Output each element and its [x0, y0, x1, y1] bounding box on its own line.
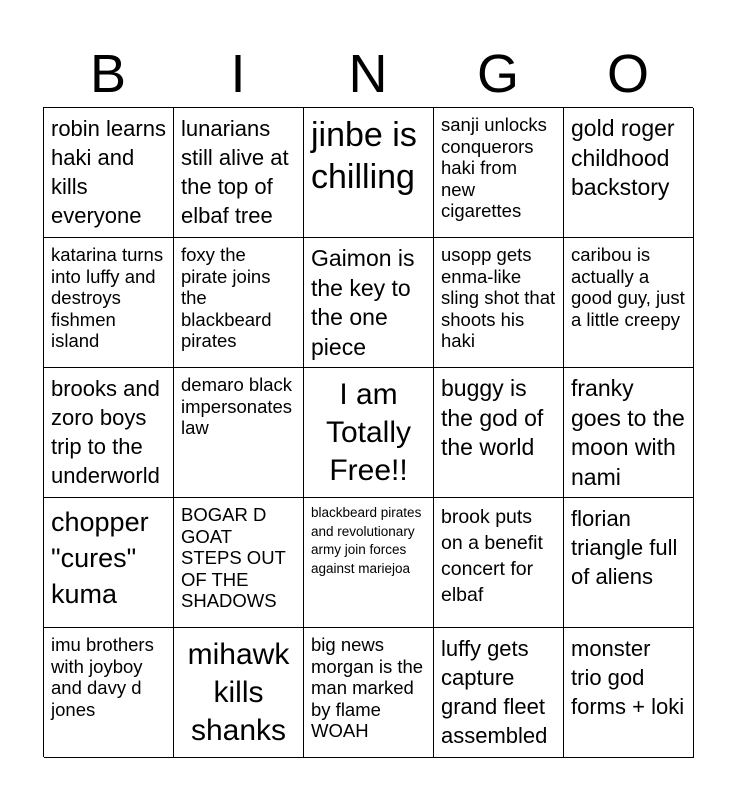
header-letter-b: B [89, 44, 127, 104]
bingo-cell-r3c4[interactable] [434, 368, 564, 498]
bingo-cell-r3c1[interactable] [44, 368, 174, 498]
bingo-cell-r4c4[interactable] [434, 498, 564, 628]
bingo-cell-r5c3[interactable] [304, 628, 434, 758]
cell-text: katarina turns into luffy and destroys fishmen island [51, 244, 164, 351]
cell-text: chopper "cures" kuma [51, 507, 149, 609]
bingo-cell-r4c5[interactable] [564, 498, 694, 628]
cell-text: brooks and zoro boys trip to the underworld [51, 376, 160, 488]
cell-text: usopp gets enma-like sling shot that shoots his haki [441, 244, 556, 351]
header-letter-g: G [476, 44, 519, 104]
bingo-cell-r4c1[interactable] [44, 498, 174, 628]
header-letter-n: N [348, 44, 388, 104]
bingo-cell-r5c4[interactable] [434, 628, 564, 758]
cell-text: imu brothers with joyboy and davy d jones [51, 634, 154, 720]
cell-text: mihawk kills shanks [187, 637, 290, 747]
cell-text: franky goes to the moon with nami [571, 375, 685, 490]
cell-text: sanji unlocks conquerors haki from new cigarettes [441, 114, 547, 221]
bingo-cell-r1c1[interactable] [44, 108, 174, 238]
cell-text: big news morgan is the man marked by flame WOAH [311, 634, 424, 741]
bingo-header [43, 40, 693, 108]
cell-text: florian triangle full of aliens [571, 506, 678, 589]
bingo-cell-r3c3-free-space[interactable] [304, 368, 434, 498]
bingo-cell-r5c1[interactable] [44, 628, 174, 758]
bingo-cell-r2c5[interactable] [564, 238, 694, 368]
bingo-cell-r1c4[interactable] [434, 108, 564, 238]
free-space-text: I am Totally Free!! [325, 377, 412, 487]
cell-text: Gaimon is the key to the one piece [311, 245, 415, 360]
cell-text: luffy gets capture grand fleet assembled [441, 636, 548, 748]
bingo-cell-r2c1[interactable] [44, 238, 174, 368]
bingo-cell-r4c3[interactable] [304, 498, 434, 628]
cell-text: blackbeard pirates and revolutionary army join forces against mariejoa [311, 505, 422, 576]
cell-text: foxy the pirate joins the blackbeard pirates [181, 244, 272, 351]
bingo-cell-r1c3[interactable] [304, 108, 434, 238]
cell-text: robin learns haki and kills everyone [51, 116, 166, 228]
cell-text: buggy is the god of the world [441, 375, 544, 460]
cell-text: demaro black impersonates law [181, 374, 293, 438]
bingo-cell-r5c2[interactable] [174, 628, 304, 758]
header-letter-i: I [230, 44, 246, 104]
bingo-grid [43, 107, 693, 757]
cell-text: caribou is actually a good guy, just a little creepy [571, 244, 685, 330]
bingo-cell-r3c5[interactable] [564, 368, 694, 498]
header-letter-o: O [606, 44, 649, 104]
bingo-cell-r5c5[interactable] [564, 628, 694, 758]
cell-text: brook puts on a benefit concert for elbaf [441, 506, 543, 606]
cell-text: jinbe is chilling [311, 116, 417, 196]
bingo-cell-r2c3[interactable] [304, 238, 434, 368]
bingo-cell-r2c2[interactable] [174, 238, 304, 368]
bingo-cell-r4c2[interactable] [174, 498, 304, 628]
bingo-cell-r3c2[interactable] [174, 368, 304, 498]
bingo-cell-r1c2[interactable] [174, 108, 304, 238]
cell-text: gold roger childhood backstory [571, 115, 675, 200]
bingo-cell-r2c4[interactable] [434, 238, 564, 368]
cell-text: BOGAR D GOAT STEPS OUT OF THE SHADOWS [181, 504, 286, 611]
cell-text: lunarians still alive at the top of elbaf tree [181, 116, 289, 228]
cell-text: monster trio god forms + loki [571, 636, 685, 719]
bingo-cell-r1c5[interactable] [564, 108, 694, 238]
